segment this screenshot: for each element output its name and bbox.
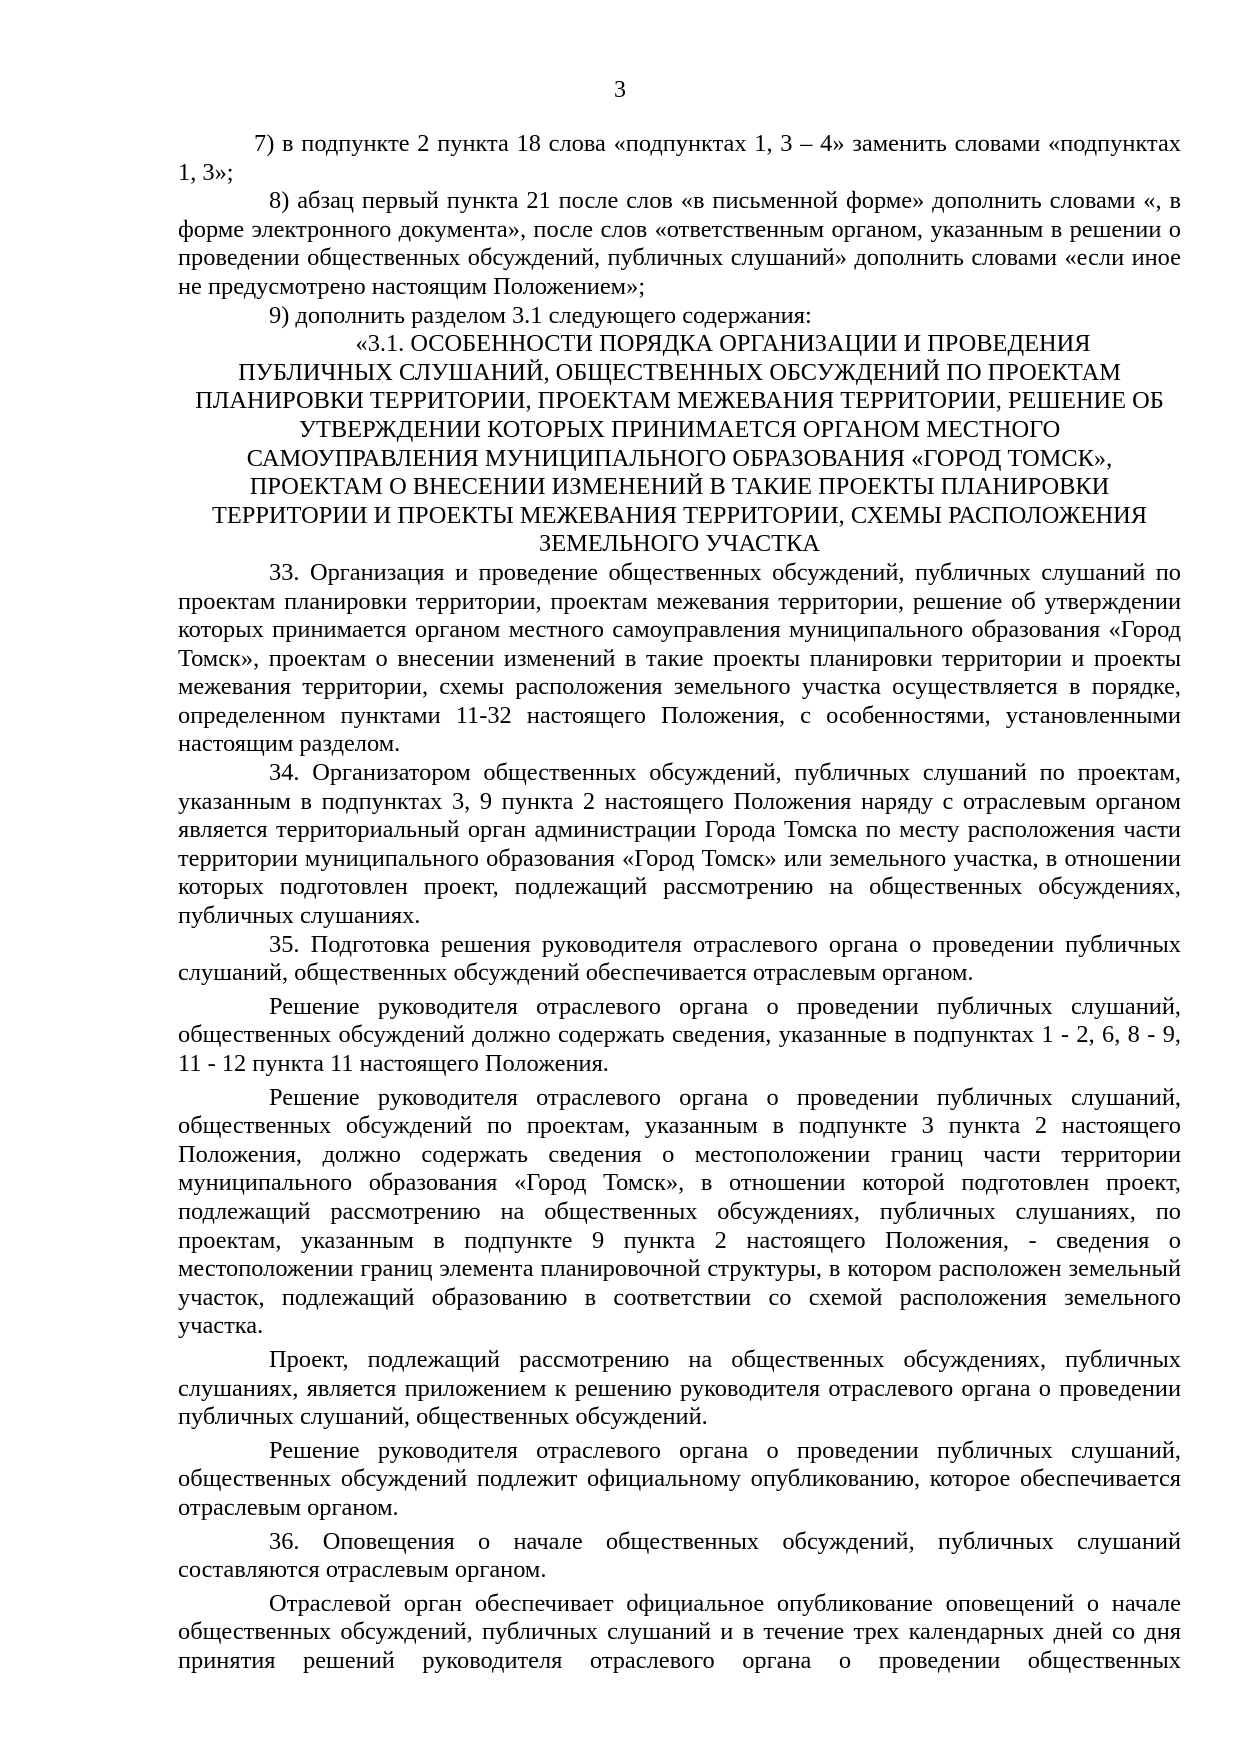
section-heading-line: УТВЕРЖДЕНИИ КОТОРЫХ ПРИНИМАЕТСЯ ОРГАНОМ МЕСТНОГО — [298, 415, 1061, 443]
paragraph-35-project-attachment: Проект, подлежащий рассмотрению на общественных обсуждениях, публичных слушаниях, является приложением к решению руководителя отраслевого органа о проведении публичных слушаний, общественных обсуждений. — [178, 1345, 1181, 1431]
paragraph-35: 35. Подготовка решения руководителя отраслевого органа о проведении публичных слушаний, общественных обсуждений обеспечивается отраслевым органом. — [178, 930, 1181, 987]
section-heading-line: «3.1. ОСОБЕННОСТИ ПОРЯДКА ОРГАНИЗАЦИИ И ПРОВЕДЕНИЯ — [355, 330, 1091, 358]
amendment-item-9: 9) дополнить разделом 3.1 следующего содержания: — [269, 301, 812, 329]
paragraph-35-decision-boundaries: Решение руководителя отраслевого органа о проведении публичных слушаний, общественных обсуждений по проектам, указанным в подпункте 3 пункта 2 настоящего Положения, должно содержать сведения о местоположении границ части территории муниципального образования «Город Томск», в отношении которой подготовлен проект, подлежащий рассмотрению на общественных обсуждениях, публичных слушаниях, по проектам, указанным в подпункте 9 пункта 2 настоящего Положения, - сведения о местоположении границ элемента планировочной структуры, в котором расположен земельный участок, подлежащий образованию в соответствии со схемой расположения земельного участка. — [178, 1083, 1181, 1340]
section-heading — [178, 330, 1181, 559]
section-heading-line: ЗЕМЕЛЬНОГО УЧАСТКА — [539, 530, 820, 558]
paragraph-35-publication: Решение руководителя отраслевого органа о проведении публичных слушаний, общественных обсуждений подлежит официальному опубликованию, которое обеспечивается отраслевым органом. — [178, 1436, 1181, 1521]
paragraph-34: 34. Организатором общественных обсуждений, публичных слушаний по проектам, указанным в подпунктах 3, 9 пункта 2 настоящего Положения наряду с отраслевым органом является территориальный орган администрации Города Томска по месту расположения части территории муниципального образования «Город Томск» или земельного участка, в отношении которых подготовлен проект, подлежащий рассмотрению на общественных обсуждениях, публичных слушаниях. — [178, 759, 1181, 930]
section-heading-line: ПЛАНИРОВКИ ТЕРРИТОРИИ, ПРОЕКТАМ МЕЖЕВАНИЯ ТЕРРИТОРИИ, РЕШЕНИЕ ОБ — [195, 387, 1164, 415]
amendment-item-8: 8) абзац первый пункта 21 после слов «в письменной форме» дополнить словами «, в форме электронного документа», после слов «ответственным органом, указанным в решении о проведении общественных обсуждений, публичных слушаний» дополнить словами «если иное не предусмотрено настоящим Положением»; — [178, 187, 1181, 300]
section-heading-line: САМОУПРАВЛЕНИЯ МУНИЦИПАЛЬНОГО ОБРАЗОВАНИЯ «ГОРОД ТОМСК», — [246, 444, 1113, 472]
document-body — [178, 130, 1181, 1675]
page-number: 3 — [614, 77, 626, 103]
paragraph-33: 33. Организация и проведение общественных обсуждений, публичных слушаний по проектам планировки территории, проектам межевания территории, решение об утверждении которых принимается органом местного самоуправления муниципального образования «Город Томск», проектам о внесении изменений в такие проекты планировки территории и проекты межевания территории, схемы расположения земельного участка осуществляется в порядке, определенном пунктами 11-32 настоящего Положения, с особенностями, установленными настоящим разделом. — [178, 558, 1181, 758]
section-heading-line: ТЕРРИТОРИИ И ПРОЕКТЫ МЕЖЕВАНИЯ ТЕРРИТОРИИ, СХЕМЫ РАСПОЛОЖЕНИЯ — [212, 501, 1147, 529]
section-heading-line: ПРОЕКТАМ О ВНЕСЕНИИ ИЗМЕНЕНИЙ В ТАКИЕ ПРОЕКТЫ ПЛАНИРОВКИ — [249, 473, 1110, 501]
amendment-item-7: 7) в подпункте 2 пункта 18 слова «подпунктах 1, 3 – 4» заменить словами «подпунктах 1, 3»; — [178, 130, 1181, 186]
paragraph-36: 36. Оповещения о начале общественных обсуждений, публичных слушаний составляются отраслевым органом. — [178, 1527, 1181, 1584]
paragraph-35-decision-contents: Решение руководителя отраслевого органа о проведении публичных слушаний, общественных обсуждений должно содержать сведения, указанные в подпунктах 1 - 2, 6, 8 - 9, 11 - 12 пункта 11 настоящего Положения. — [178, 992, 1181, 1077]
section-heading-line: ПУБЛИЧНЫХ СЛУШАНИЙ, ОБЩЕСТВЕННЫХ ОБСУЖДЕНИЙ ПО ПРОЕКТАМ — [238, 358, 1121, 386]
paragraph-36-publication: Отраслевой орган обеспечивает официальное опубликование оповещений о начале общественных обсуждений, публичных слушаний и в течение трех календарных дней со дня принятия решений руководителя отраслевого органа о проведении общественных — [178, 1589, 1181, 1674]
